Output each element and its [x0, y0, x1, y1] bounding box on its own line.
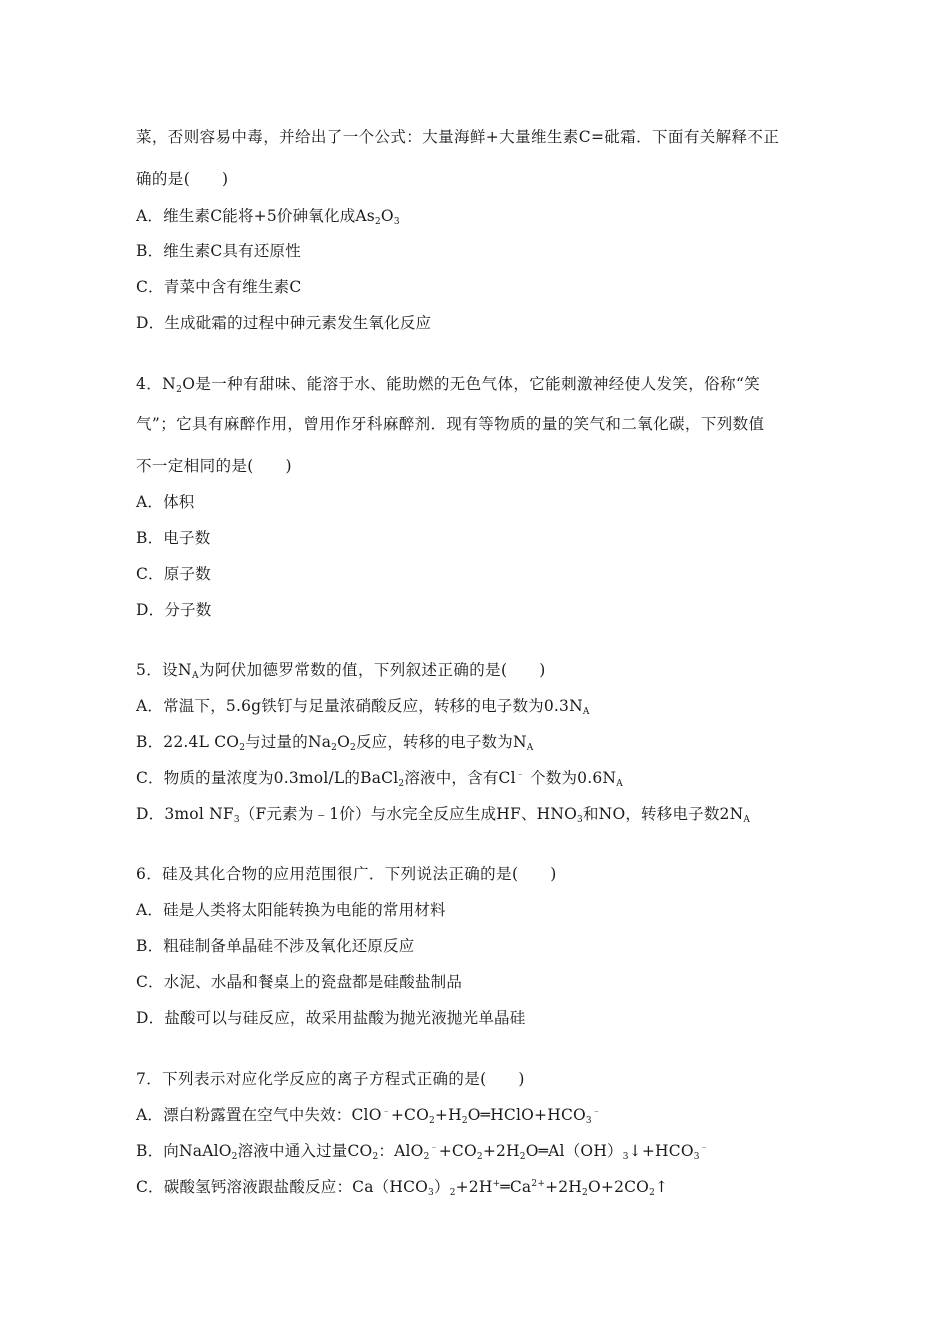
q3-option-c: C．青菜中含有维生素C	[136, 278, 302, 296]
q5-option-b: B．22.4L $CO_2$与过量的$Na_2O_2$反应，转移的电子数为$N_A$	[136, 733, 534, 753]
q6-option-b: B．粗硅制备单晶硅不涉及氧化还原反应	[136, 937, 415, 955]
q5-option-c: C．物质的量浓度为0.3mol/L的BaCl$_2$溶液中，含有Cl﹣ 个数为$0.6N_A$	[136, 769, 623, 789]
q7-option-a: A．漂白粉露置在空气中失效：$ClO^﹣+CO_2+H_2O═HClO+HCO_3^﹣$	[136, 1106, 602, 1126]
q3-option-d: D．生成砒霜的过程中砷元素发生氧化反应	[136, 314, 432, 332]
q3-option-b: B．维生素C具有还原性	[136, 242, 301, 260]
q6-option-a: A．硅是人类将太阳能转换为电能的常用材料	[136, 901, 446, 919]
q7-option-c: C．碳酸氢钙溶液跟盐酸反应：$Ca(HCO_3)_2+2H^+═Ca^{2+}+2H_2O+2CO_2↑$	[136, 1178, 669, 1198]
q6-stem: 6．硅及其化合物的应用范围很广．下列说法正确的是( )	[136, 865, 557, 883]
q4-stem-line3: 不一定相同的是( )	[136, 457, 292, 475]
q4-option-c: C．原子数	[136, 565, 211, 583]
q4-option-d: D．分子数	[136, 601, 212, 619]
q6-option-d: D．盐酸可以与硅反应，故采用盐酸为抛光液抛光单晶硅	[136, 1009, 526, 1027]
q6-option-c: C．水泥、水晶和餐桌上的瓷盘都是硅酸盐制品	[136, 973, 463, 991]
q3-stem-line1: 菜，否则容易中毒，并给出了一个公式：大量海鲜+大量维生素C=砒霜．下面有关解释不正	[136, 128, 780, 146]
q7-stem: 7．下列表示对应化学反应的离子方程式正确的是( )	[136, 1070, 525, 1088]
q5-option-a: A．常温下，5.6g铁钉与足量浓硝酸反应，转移的电子数为$0.3N_A$	[136, 697, 590, 717]
q5-option-d: D．3mol $NF_3(F$元素为﹣1价）与水完全反应生成HF、$HNO_3$和NO，转移电子数$2N_A$	[136, 805, 751, 825]
q4-option-b: B．电子数	[136, 529, 211, 547]
q7-option-b: B．向NaAlO$_2$溶液中通入过量$CO_2$：$AlO_2^﹣+CO_2+2H_2O═Al(OH)_3↓+HCO_3^﹣$	[136, 1142, 709, 1162]
q3-stem-line2: 确的是( )	[136, 170, 229, 188]
q4-option-a: A．体积	[136, 493, 195, 511]
q5-stem: 5．设$N_A$为阿伏加德罗常数的值，下列叙述正确的是( )	[136, 661, 546, 681]
q3-option-a: A．维生素C能将+5价砷氧化成$As_2O_3$	[136, 207, 400, 227]
q4-stem-line1: 4．$N_2O$是一种有甜味、能溶于水、能助燃的无色气体，它能刺激神经使人发笑，俗称“笑	[136, 375, 761, 395]
q4-stem-line2: 气”；它具有麻醉作用，曾用作牙科麻醉剂．现有等物质的量的笑气和二氧化碳，下列数值	[136, 415, 765, 433]
